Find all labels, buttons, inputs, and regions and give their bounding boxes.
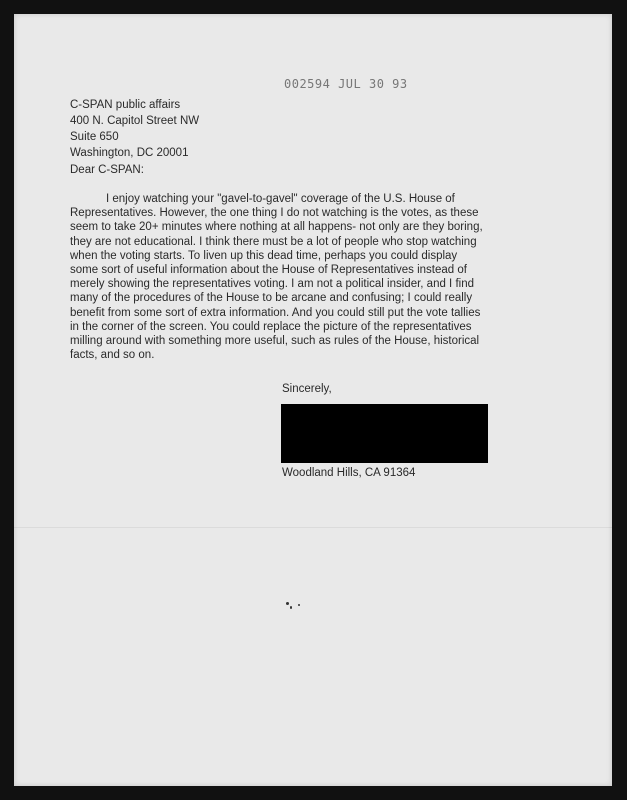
body-line: some sort of useful information about the House of Representatives instead of xyxy=(70,264,467,277)
closing: Sincerely, xyxy=(282,383,332,395)
body-line: when the voting starts. To liven up this dead time, perhaps you could display xyxy=(70,249,458,262)
address-line: 400 N. Capitol Street NW xyxy=(70,115,200,127)
body-line: facts, and so on. xyxy=(70,349,155,362)
speck xyxy=(286,602,289,605)
letter-body xyxy=(70,192,490,362)
redacted-signature-block xyxy=(281,404,488,463)
body-line: benefit from some sort of extra information. And you could still put the vote tallies xyxy=(70,306,481,319)
address-line: C-SPAN public affairs xyxy=(70,99,181,111)
speck xyxy=(298,604,300,606)
page-fold-line xyxy=(14,527,612,528)
body-line: I enjoy watching your "gavel-to-gavel" coverage of the U.S. House of xyxy=(106,193,455,205)
address-line: Suite 650 xyxy=(70,131,119,143)
sender-city: Woodland Hills, CA 91364 xyxy=(282,467,416,479)
body-line: merely showing the representatives voting. I am not a political insider, and I find xyxy=(70,278,474,291)
received-date-stamp: 002594 JUL 30 93 xyxy=(284,77,408,91)
salutation: Dear C-SPAN: xyxy=(70,164,144,176)
body-line: seem to take 20+ minutes where nothing at all happens- not only are they boring, xyxy=(70,221,483,234)
body-line: in the corner of the screen. You could replace the picture of the representatives xyxy=(70,320,472,333)
recipient-address xyxy=(70,97,199,161)
body-line: milling around with something more useful, such as rules of the House, historical xyxy=(70,335,480,348)
scan-specks xyxy=(286,600,306,612)
address-line: Washington, DC 20001 xyxy=(70,147,189,159)
body-line: they are not educational. I think there must be a lot of people who stop watching xyxy=(70,235,477,248)
body-line: many of the procedures of the House to be arcane and confusing; I could really xyxy=(70,292,473,305)
speck xyxy=(290,606,292,609)
body-line: Representatives. However, the one thing I do not watching is the votes, as these xyxy=(70,207,479,220)
